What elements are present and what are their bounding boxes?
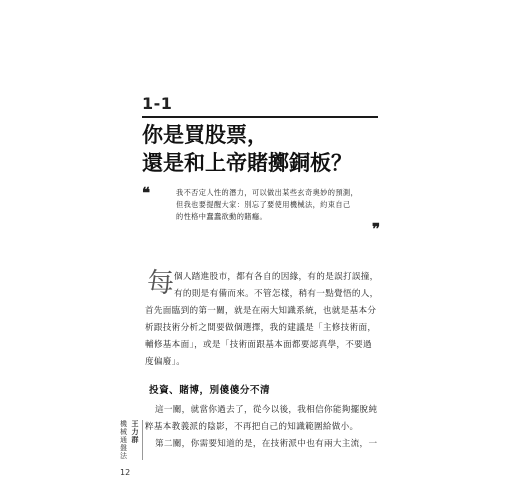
body-line: 個人踏進股市，都有各自的因緣，有的是誤打誤撞，: [174, 272, 379, 282]
sidebar-book-title: 機 械 通 盤 法: [120, 420, 127, 460]
title-line-1: 你是買股票，: [142, 123, 268, 147]
body-line: 有的則是有備而來。不管怎樣，稍有一點覺悟的人，: [174, 289, 379, 299]
chapter-number: 1-1: [142, 94, 173, 113]
quote-line: 的性格中蠢蠢欲動的賭癮。: [176, 212, 268, 221]
close-quote-icon: ❞: [372, 220, 381, 238]
chapter-title: [142, 121, 402, 177]
body-line: 首先面臨到的第一關，就是在兩大知識系統，也就是基本分: [145, 306, 377, 316]
open-quote-icon: ❝: [142, 184, 151, 202]
body-line: 第二關，你需要知道的是，在技術派中也有兩大主流，一: [155, 439, 378, 449]
body-line: 粹基本教義派的陰影，不再把自己的知識範圍給做小。: [145, 422, 359, 432]
drop-cap: 每: [147, 268, 174, 299]
body-line: 析跟技術分析之間要做個選擇，我的建議是「主修技術面，: [145, 323, 377, 333]
chapter-rule: [142, 116, 378, 118]
quote-line: 但我也要提醒大家：別忘了要使用機械法，約束自己: [176, 200, 351, 209]
section-heading: 投資、賭博，別傻傻分不清: [149, 385, 271, 396]
body-line: 度偏廢」。: [145, 357, 186, 367]
sidebar-rule: [142, 420, 143, 460]
title-line-2: 還是和上帝賭擲銅板？: [142, 151, 352, 175]
quote-line: 我不否定人性的潛力，可以做出某些玄奇奧妙的預測，: [176, 188, 359, 197]
body-line: 輔修基本面」，或是「技術面跟基本面都要認真學，不要過: [145, 340, 372, 350]
page-number: 12: [120, 468, 131, 477]
sidebar-author: 王 力 群: [131, 420, 139, 444]
body-line: 這一關，就當你過去了，從今以後，我相信你能夠擺脫純: [155, 405, 378, 415]
